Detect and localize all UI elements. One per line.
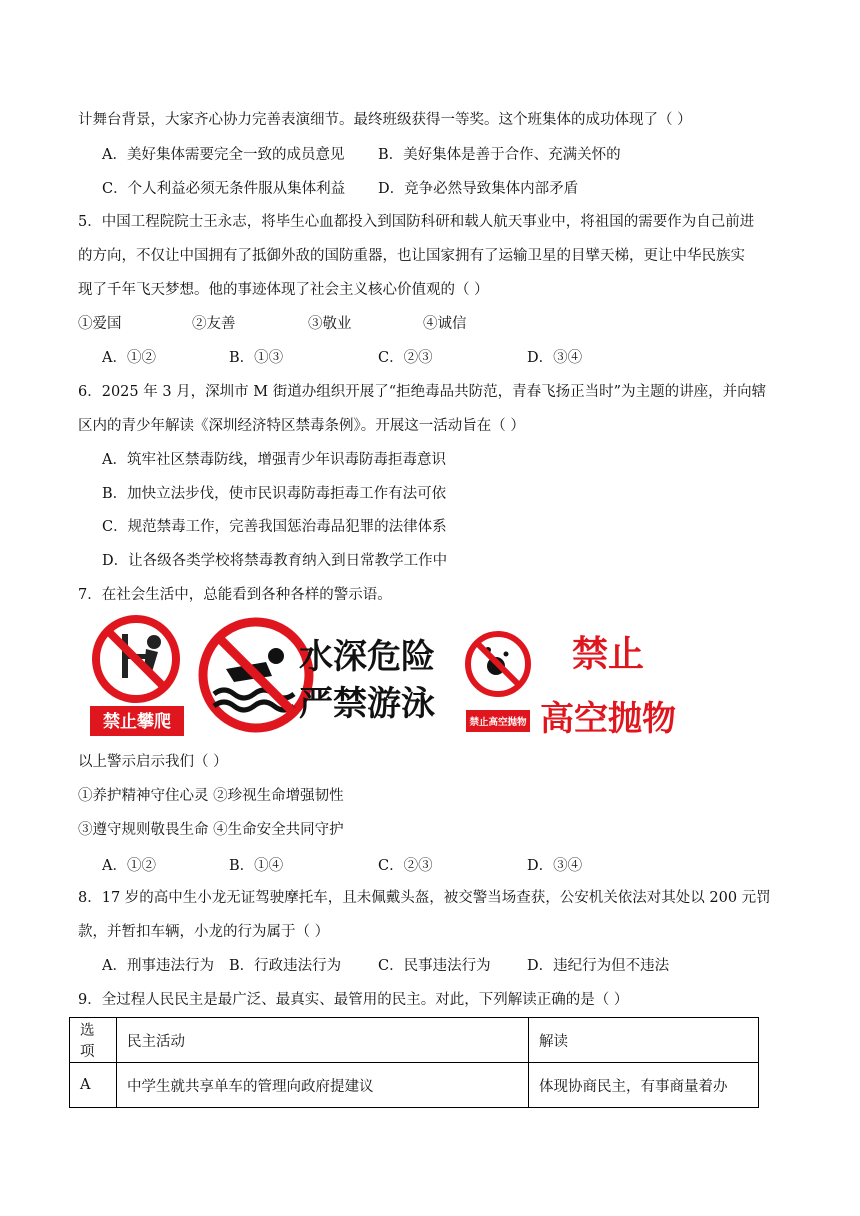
table-cell-activity: 中学生就共享单车的管理向政府提建议	[117, 1063, 529, 1108]
q7-option-d: D．③④	[527, 858, 583, 874]
q6-option-d: D．让各级各类学校将禁毒教育纳入到日常教学工作中	[102, 553, 448, 569]
no-swimming-sign	[203, 622, 435, 728]
q8-stem-line2: 款，并暂扣车辆，小龙的行为属于（ ）	[78, 924, 330, 940]
q5-stem-line1: 5．中国工程院院士王永志，将毕生心血都投入到国防科研和载人航天事业中，将祖国的需要作为自己前进	[78, 214, 755, 230]
warning-signs-image	[86, 614, 678, 740]
q7-stem-line2: 以上警示启示我们（ ）	[78, 754, 228, 770]
deep-water-label: 水深危险	[299, 637, 435, 677]
no-climbing-label: 禁止攀爬	[103, 712, 171, 732]
q4-option-b: B．美好集体是善于合作、充满关怀的	[378, 147, 621, 163]
q9-table	[69, 1017, 759, 1108]
no-throwing-sign	[466, 634, 676, 739]
q8-option-d: D．违纪行为但不违法	[527, 958, 670, 974]
table-header-row	[70, 1018, 759, 1063]
no-swimming-label: 严禁游泳	[299, 684, 435, 724]
table-header-interpretation: 解读	[529, 1018, 759, 1063]
q5-statement-4: ④诚信	[423, 316, 467, 332]
table-cell-option: A	[70, 1063, 117, 1108]
q7-option-b: B．①④	[229, 858, 284, 874]
q5-option-d: D．③④	[527, 350, 583, 366]
q5-statement-3: ③敬业	[308, 316, 352, 332]
no-climbing-sign	[90, 619, 184, 736]
q9-stem-line1: 9．全过程人民民主是最广泛、最真实、最管用的民主。对此，下列解读正确的是（ ）	[78, 992, 629, 1008]
q5-stem-line2: 的方向，不仅让中国拥有了抵御外敌的国防重器，也让国家拥有了运输卫星的目擘天梯，更让中华民族实	[78, 248, 745, 264]
q7-stem-line1: 7．在社会生活中，总能看到各种各样的警示语。	[78, 587, 392, 603]
q5-statement-2: ②友善	[192, 316, 236, 332]
q8-option-a: A．刑事违法行为	[102, 958, 214, 974]
q7-option-a: A．①②	[102, 858, 156, 874]
high-altitude-throwing-label: 高空抛物	[540, 699, 676, 739]
q6-stem-line1: 6．2025 年 3 月，深圳市 M 街道办组织开展了“拒绝毒品共防范，青春飞扬正当时”为主题的讲座，并向辖	[78, 384, 767, 400]
q7-statements-12: ①养护精神守住心灵 ②珍视生命增强韧性	[78, 788, 344, 804]
q7-option-c: C．②③	[378, 858, 433, 874]
q5-statement-1: ①爱国	[78, 316, 122, 332]
table-cell-interpretation: 体现协商民主，有事商量着办	[529, 1063, 759, 1108]
no-throwing-small-label: 禁止高空抛物	[469, 717, 527, 728]
q5-option-b: B．①③	[229, 350, 284, 366]
q5-stem-line3: 现了千年飞天梦想。他的事迹体现了社会主义核心价值观的（ ）	[78, 282, 489, 298]
q4-option-c: C．个人利益必须无条件服从集体利益	[102, 181, 346, 197]
q6-option-c: C．规范禁毒工作，完善我国惩治毒品犯罪的法律体系	[102, 519, 447, 535]
table-header-option: 选项	[70, 1018, 117, 1063]
q6-option-b: B．加快立法步伐，使市民识毒防毒拒毒工作有法可依	[102, 486, 447, 502]
q4-option-d: D．竞争必然导致集体内部矛盾	[378, 181, 579, 197]
q8-option-c: C．民事违法行为	[378, 958, 491, 974]
q6-option-a: A．筑牢社区禁毒防线，增强青少年识毒防毒拒毒意识	[102, 452, 446, 468]
q4-stem: 计舞台背景，大家齐心协力完善表演细节。最终班级获得一等奖。这个班集体的成功体现了（ ）	[78, 112, 692, 128]
table-row	[70, 1063, 759, 1108]
q5-option-a: A．①②	[102, 350, 156, 366]
q6-stem-line2: 区内的青少年解读《深圳经济特区禁毒条例》。开展这一活动旨在（ ）	[78, 418, 525, 434]
q8-stem-line1: 8．17 岁的高中生小龙无证驾驶摩托车，且未佩戴头盔，被交警当场查获，公安机关依法对其处以 200 元罚	[78, 890, 771, 906]
table-header-activity: 民主活动	[117, 1018, 529, 1063]
q5-option-c: C．②③	[378, 350, 433, 366]
q4-option-a: A．美好集体需要完全一致的成员意见	[102, 147, 345, 163]
q8-option-b: B．行政违法行为	[229, 958, 342, 974]
prohibit-label: 禁止	[571, 634, 645, 675]
q7-statements-34: ③遵守规则敬畏生命 ④生命安全共同守护	[78, 822, 344, 838]
